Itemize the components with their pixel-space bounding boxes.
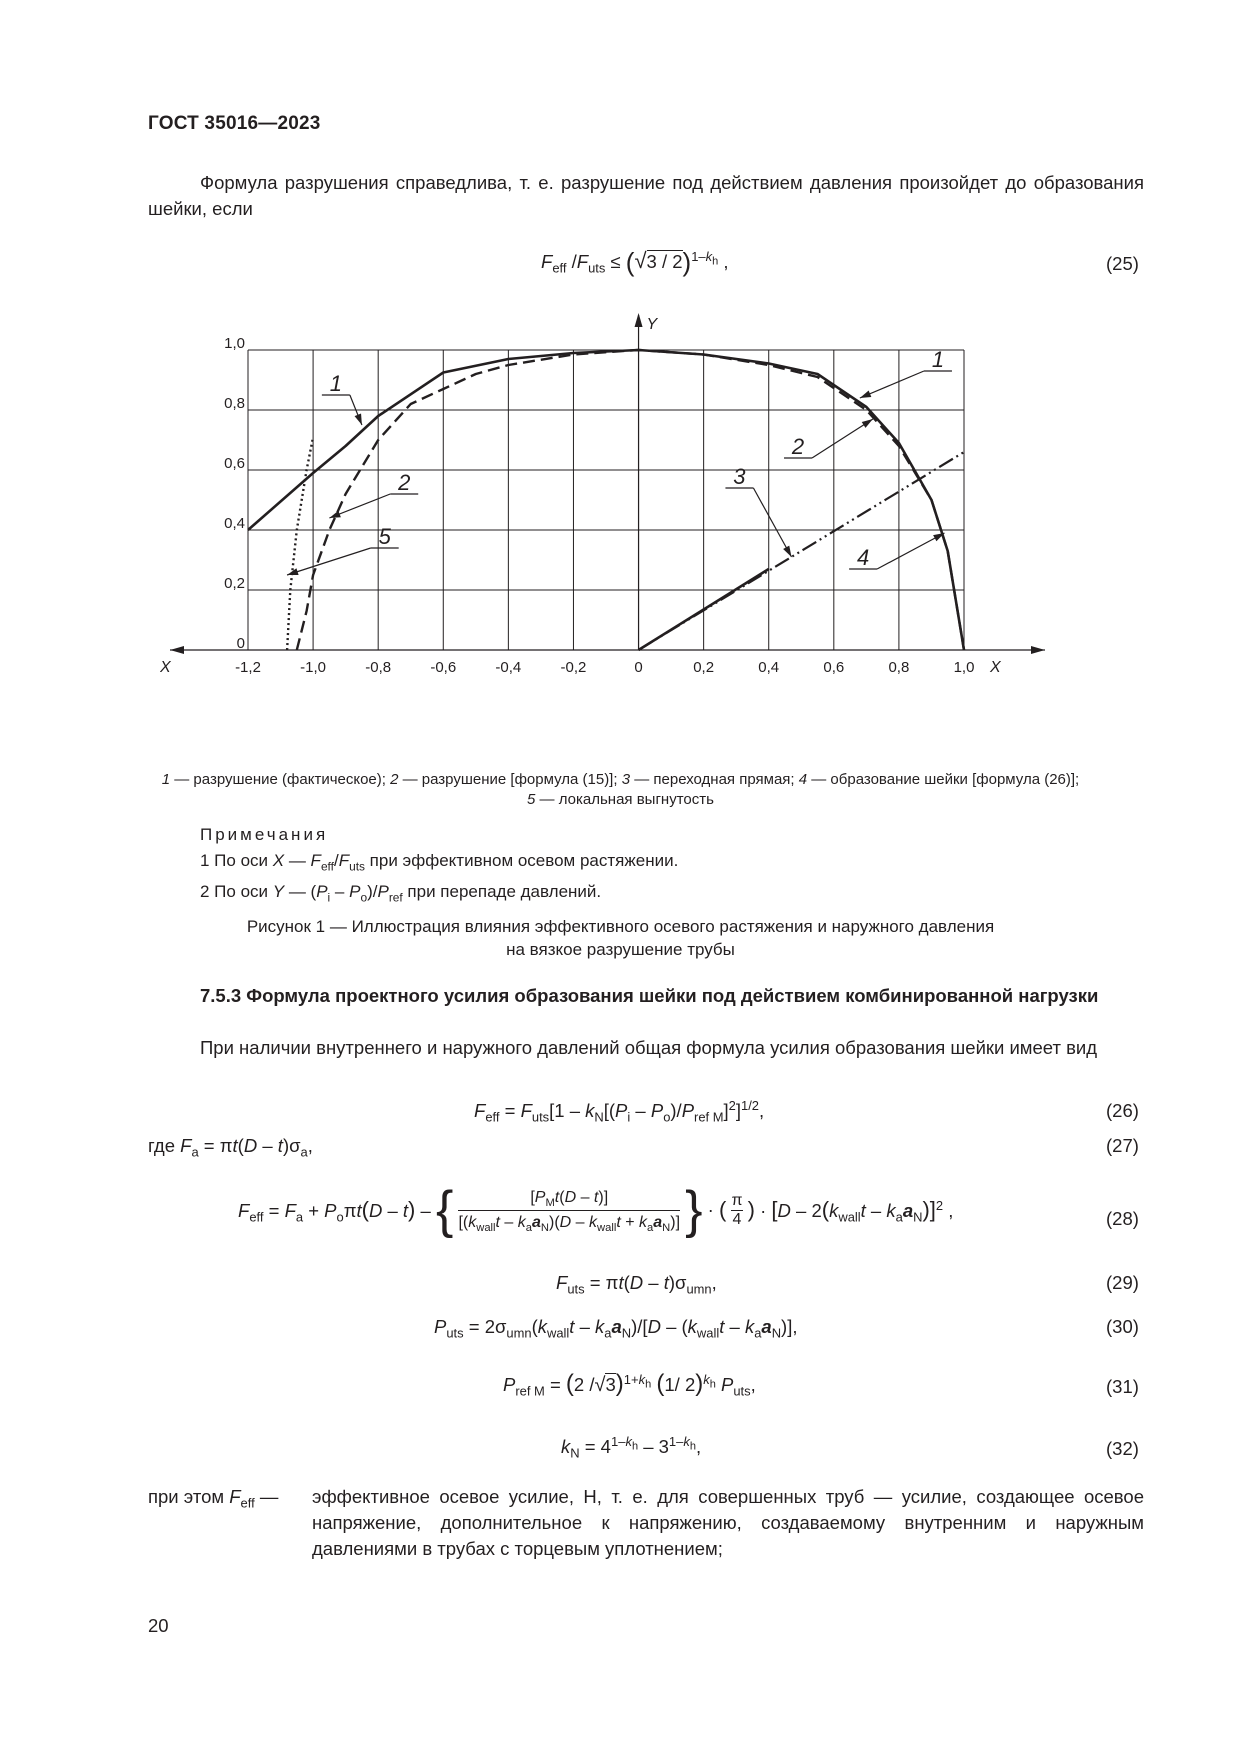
x-tick-label: 1,0 xyxy=(953,659,975,676)
equation-28: $F_{eff} = F_a + P_o\pi t(D - t)$ – { $[P_Mt(D - t)]$ $[(k_{wall}t - k_aa_N)(D - k_{wall}t + k_aa_N)]$ } · ( $\frac{\pi}{4}$ ) · $[D - 2(k_{wall}t - k_aa_N)]^2$ , xyxy=(238,1181,954,1239)
annotation-label-1: 1 xyxy=(329,371,342,396)
x-tick-label: -1,2 xyxy=(235,659,261,676)
figure-legend-line-2: 5 — локальная выгнутость xyxy=(527,791,714,808)
x-tick-label: -0,8 xyxy=(365,659,392,676)
x-tick-label: 0,4 xyxy=(758,659,780,676)
x-axis-label-right: X xyxy=(990,659,1001,676)
x-tick-label: -0,6 xyxy=(430,659,457,676)
definition-text: эффективное осевое усилие, Н, т. е. для совершенных труб — усилие, создающее осевое напряжение, дополнительное к напряжению, создаваемому внутренним и наружным давлениями в трубах с торцевым уплотнением; xyxy=(312,1486,1144,1559)
x-tick-label: -1,0 xyxy=(300,659,327,676)
intro-paragraph: Формула разрушения справедлива, т. е. разрушение под действием давления произойдет до образования шейки, если xyxy=(148,172,1144,219)
x-tick-label: 0 xyxy=(634,659,643,676)
figure-legend-line-1: 1 — разрушение (фактическое); 2 — разрушение [формула (15)]; 3 — переходная прямая; 4 — образование шейки [формула (26)]; xyxy=(161,771,1080,788)
y-tick-label: 0,6 xyxy=(224,455,245,472)
equation-29-number: (29) xyxy=(1106,1272,1139,1293)
failure-chart xyxy=(160,310,1130,750)
section-heading: 7.5.3 Формула проектного усилия образования шейки под действием комбинированной нагрузки xyxy=(200,985,1099,1006)
equation-27-number: (27) xyxy=(1106,1135,1139,1156)
equation-30-number: (30) xyxy=(1106,1316,1139,1337)
definition-lead: при этом $F_{eff}$ — xyxy=(148,1486,279,1511)
x-tick-label: 0,6 xyxy=(823,659,845,676)
x-tick-label: 0,2 xyxy=(693,659,715,676)
annotation-label-4: 4 xyxy=(856,545,870,570)
document-header: ГОСТ 35016—2023 xyxy=(148,113,321,134)
x-tick-label: -0,4 xyxy=(495,659,522,676)
annotation-arrowhead xyxy=(329,511,341,518)
annotation-arrowhead xyxy=(860,391,871,398)
chart-series xyxy=(248,350,964,650)
chart-annotations xyxy=(287,347,952,575)
equation-25-number: (25) xyxy=(1106,253,1139,274)
equation-28-number: (28) xyxy=(1106,1208,1139,1229)
annotation-leader xyxy=(753,488,791,557)
equation-26-number: (26) xyxy=(1106,1100,1139,1121)
section-body: При наличии внутреннего и наружного давлений общая формула усилия образования шейки имеет вид xyxy=(200,1037,1098,1058)
equation-26: $F_{eff} = F_{uts}[1 - k_N[(P_i - P_o)/P_{ref M}]^2]^{1/2}$, xyxy=(474,1097,765,1125)
annotation-label-1: 1 xyxy=(931,347,945,372)
annotation-arrowhead xyxy=(862,419,873,428)
annotation-label-3: 3 xyxy=(733,464,746,489)
page-number: 20 xyxy=(148,1615,169,1636)
x-tick-label: 0,8 xyxy=(888,659,910,676)
equation-27: где $F_a = \pi t(D - t)\sigma_a$, xyxy=(148,1135,313,1160)
y-tick-label: 0,8 xyxy=(224,395,245,412)
equation-25: $F_{eff}$ $/F_{uts} \le (√3 / 2)^{1-k_h}$ , xyxy=(541,247,729,277)
y-tick-label: 0,4 xyxy=(224,515,245,532)
x-axis-label-left: X xyxy=(160,659,171,676)
series-1-line xyxy=(248,350,964,650)
notes-title: Примечания xyxy=(200,825,329,844)
annotation-leader xyxy=(287,548,371,575)
x-tick-label: -0,2 xyxy=(560,659,587,676)
y-tick-label: 1,0 xyxy=(224,335,245,352)
annotation-arrowhead xyxy=(783,546,791,557)
equation-30: $P_{uts} = 2\sigma_{umn}(k_{wall}t - k_aa_N)/[D - (k_{wall}t - k_aa_N)]$, xyxy=(434,1316,798,1341)
x-axis-arrow-left xyxy=(170,646,184,654)
annotation-leader xyxy=(877,533,944,569)
equation-29: $F_{uts} = \pi t(D - t)\sigma_{umn}$, xyxy=(556,1272,717,1297)
chart-grid xyxy=(248,350,964,650)
annotation-label-5: 5 xyxy=(378,524,391,549)
y-tick-label: 0,2 xyxy=(224,575,245,592)
y-axis-arrow xyxy=(635,313,643,327)
figure-caption: Рисунок 1 — Иллюстрация влияния эффективного осевого растяжения и наружного давления на вязкое разрушение трубы xyxy=(246,917,995,959)
annotation-label-2: 2 xyxy=(791,434,805,459)
annotation-label-2: 2 xyxy=(398,470,411,495)
equation-31-number: (31) xyxy=(1106,1376,1139,1397)
equation-31: $P_{ref M} = (2$ /√3)$^{1+k_h}$ (1/ 2)$^{k_h}$ $P_{uts}$, xyxy=(503,1370,756,1399)
figure-legend xyxy=(100,770,1141,810)
note-2: 2 По оси Y — $(P_i - P_o)/P_{ref}$ при перепаде давлений. xyxy=(200,882,602,905)
y-axis-label: Y xyxy=(646,316,658,333)
note-1: 1 По оси X — $F_{eff}/F_{uts}$ при эффективном осевом растяжении. xyxy=(200,851,679,874)
x-axis-arrow-right xyxy=(1031,646,1045,654)
annotation-arrowhead xyxy=(355,413,362,425)
equation-32: $k_N = 4^{1-k_h} - 3^{1-k_h}$, xyxy=(561,1433,702,1461)
equation-32-number: (32) xyxy=(1106,1438,1139,1459)
y-tick-label: 0 xyxy=(236,635,245,652)
series-5-line xyxy=(287,437,313,650)
